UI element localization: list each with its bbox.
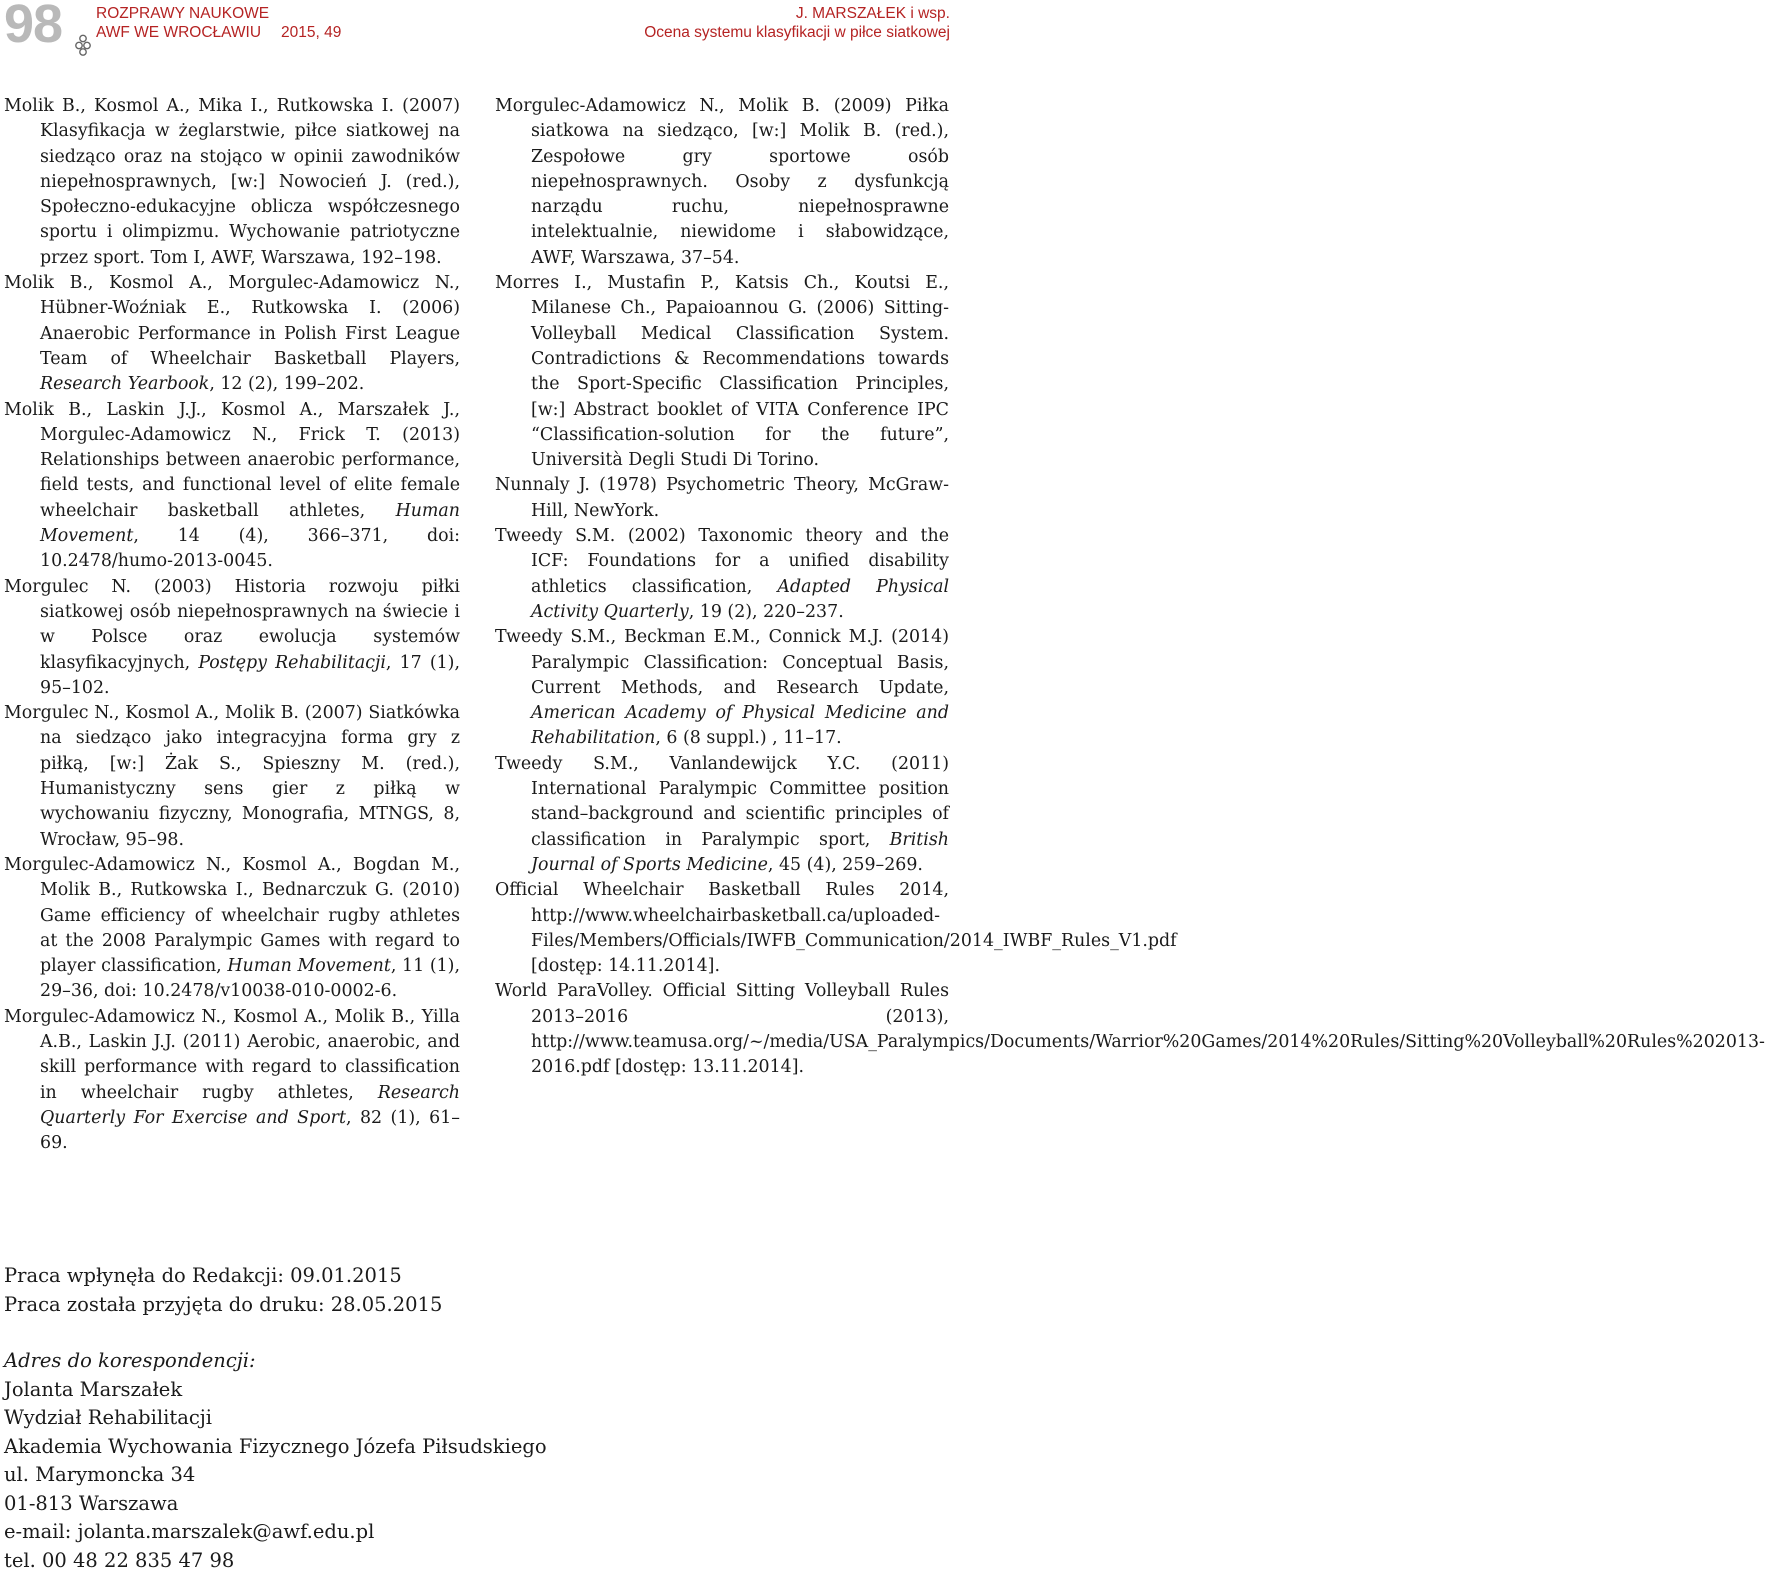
correspondence-street: ul. Marymoncka 34 bbox=[4, 1463, 196, 1486]
submission-dates bbox=[4, 1262, 442, 1319]
reference-entry: Tweedy S.M. (2002) Taxonomic theory and the ICF: Foundations for a unified disability athletics classification, Adapted Physical Activity Quarterly, 19 (2), 220–237. bbox=[495, 526, 950, 622]
reference-entry: Tweedy S.M., Vanlandewijck Y.C. (2011) International Paralympic Committee position stand–background and scientific principles of classification in Paralympic sport, British Journal of Sports Medicine, 45 (4), 259–269. bbox=[495, 753, 949, 875]
reference-entry: Morres I., Mustafin P., Katsis Ch., Koutsi E., Milanese Ch., Papaioannou G. (2006) Sitting-Volleyball Medical Classification System. Contradictions & Recommendations towards the Sport-Specific Classification Principles, [w:] Abstract booklet of VITA Conference IPC “Classification-solution for the future”, Università Degli Studi Di Torino. bbox=[495, 273, 949, 471]
reference-entry: Morgulec-Adamowicz N., Molik B. (2009) Piłka siatkowa na siedząco, [w:] Molik B. (red.), Zespołowe gry sportowe osób niepełnosprawnych. Osoby z dysfunkcją narządu ruchu, niepełnosprawne intelektualnie, niewidome i słabowidzące, AWF, Warszawa, 37–54. bbox=[495, 96, 949, 268]
running-head-authors: J. MARSZAŁEK i wsp. bbox=[795, 5, 950, 22]
reference-entry: Nunnaly J. (1978) Psychometric Theory, McGraw-Hill, NewYork. bbox=[495, 475, 949, 521]
page-number: 98 bbox=[4, 0, 63, 54]
reference-entry-url: World ParaVolley. Official Sitting Volleyball Rules 2013–2016 (2013), http://www.teamusa.org/~/media/USA_Paralympics/Documents/Warrior%20Games/2014%20Rules/Sitting%20Volleyball%20Rules%202013-2016.pdf [dostęp: 13.11.2014]. bbox=[495, 981, 1765, 1078]
reference-entry: Morgulec N., Kosmol A., Molik B. (2007) Siatkówka na siedząco jako integracyjna forma gry z piłką, [w:] Żak S., Spieszny M. (red.), Humanistyczny sens gier z piłką w wychowaniu fizyczny, Monografia, MTNGS, 8, Wrocław, 95–98. bbox=[4, 703, 460, 850]
accepted-date: Praca została przyjęta do druku: 28.05.2015 bbox=[4, 1292, 443, 1316]
reference-entry: Molik B., Kosmol A., Morgulec-Adamowicz N., Hübner-Woźniak E., Rutkowska I. (2006) Anaerobic Performance in Polish First League Team of Wheelchair Basketball Players, Research Yearbook, 12 (2), 199–202. bbox=[4, 273, 460, 395]
correspondence-address bbox=[4, 1347, 547, 1575]
reference-entry: Molik B., Laskin J.J., Kosmol A., Marszałek J., Morgulec-Adamowicz N., Frick T. (2013) Relationships between anaerobic performance, field tests, and functional level of elite female wheelchair basketball athletes, Human Movement, 14 (4), 366–371, doi: 10.2478/humo-2013-0045. bbox=[4, 399, 460, 572]
correspondence-institution: Akademia Wychowania Fizycznego Józefa Piłsudskiego bbox=[4, 1434, 547, 1458]
reference-entry-url: Official Wheelchair Basketball Rules 2014, http://www.wheelchairbasketball.ca/uploaded-Files/Members/Officials/IWFB_Communication/2014_IWBF_Rules_V1.pdf [dostęp: 14.11.2014]. bbox=[495, 880, 1177, 977]
reference-entry: Molik B., Kosmol A., Mika I., Rutkowska I. (2007) Klasyfikacja w żeglarstwie, piłce siatkowej na siedząco oraz na stojąco w opinii zawodników niepełnosprawnych, [w:] Nowocień J. (red.), Społeczno-edukacyjne oblicza współczesnego sportu i olimpizmu. Wychowanie patriotyczne przez sport. Tom I, AWF, Warszawa, 192–198. bbox=[4, 96, 460, 268]
correspondence-department: Wydział Rehabilitacji bbox=[4, 1406, 213, 1429]
reference-entry: Morgulec N. (2003) Historia rozwoju piłki siatkowej osób niepełnosprawnych na świecie i w Polsce oraz ewolucja systemów klasyfikacyjnych, Postępy Rehabilitacji, 17 (1), 95–102. bbox=[4, 576, 460, 698]
running-head bbox=[644, 4, 950, 42]
references-left-column bbox=[4, 94, 460, 1156]
reference-entry: Morgulec-Adamowicz N., Kosmol A., Molik B., Yilla A.B., Laskin J.J. (2011) Aerobic, anaerobic, and skill performance with regard to classification in wheelchair rugby athletes, Research Quarterly For Exercise and Sport, 82 (1), 61–69. bbox=[4, 1006, 460, 1154]
references-right-column bbox=[495, 94, 1765, 1081]
journal-name-line2: AWF WE WROCŁAWIU bbox=[96, 24, 262, 41]
journal-logo-icon bbox=[73, 34, 93, 56]
reference-entry: Tweedy S.M., Beckman E.M., Connick M.J. (2014) Paralympic Classification: Conceptual Basis, Current Methods, and Research Update, American Academy of Physical Medicine and Rehabilitation, 6 (8 suppl.) , 11–17. bbox=[495, 627, 949, 749]
correspondence-email: e-mail: jolanta.marszalek@awf.edu.pl bbox=[4, 1520, 375, 1543]
received-date: Praca wpłynęła do Redakcji: 09.01.2015 bbox=[4, 1264, 402, 1287]
correspondence-phone: tel. 00 48 22 835 47 98 bbox=[4, 1548, 235, 1572]
page-header bbox=[0, 0, 960, 60]
journal-year-volume: 2015, 49 bbox=[281, 24, 342, 41]
correspondence-city: 01-813 Warszawa bbox=[4, 1491, 179, 1515]
journal-name bbox=[96, 4, 341, 42]
reference-entry: Morgulec-Adamowicz N., Kosmol A., Bogdan M., Molik B., Rutkowska I., Bednarczuk G. (2010) Game efficiency of wheelchair rugby athletes at the 2008 Paralympic Games with regard to player classification, Human Movement, 11 (1), 29–36, doi: 10.2478/v10038-010-0002-6. bbox=[4, 854, 460, 1002]
running-head-title: Ocena systemu klasyfikacji w piłce siatkowej bbox=[644, 24, 950, 41]
journal-name-line1: ROZPRAWY NAUKOWE bbox=[96, 5, 270, 22]
correspondence-name: Jolanta Marszałek bbox=[4, 1377, 183, 1401]
correspondence-label: Adres do korespondencji: bbox=[4, 1349, 256, 1372]
